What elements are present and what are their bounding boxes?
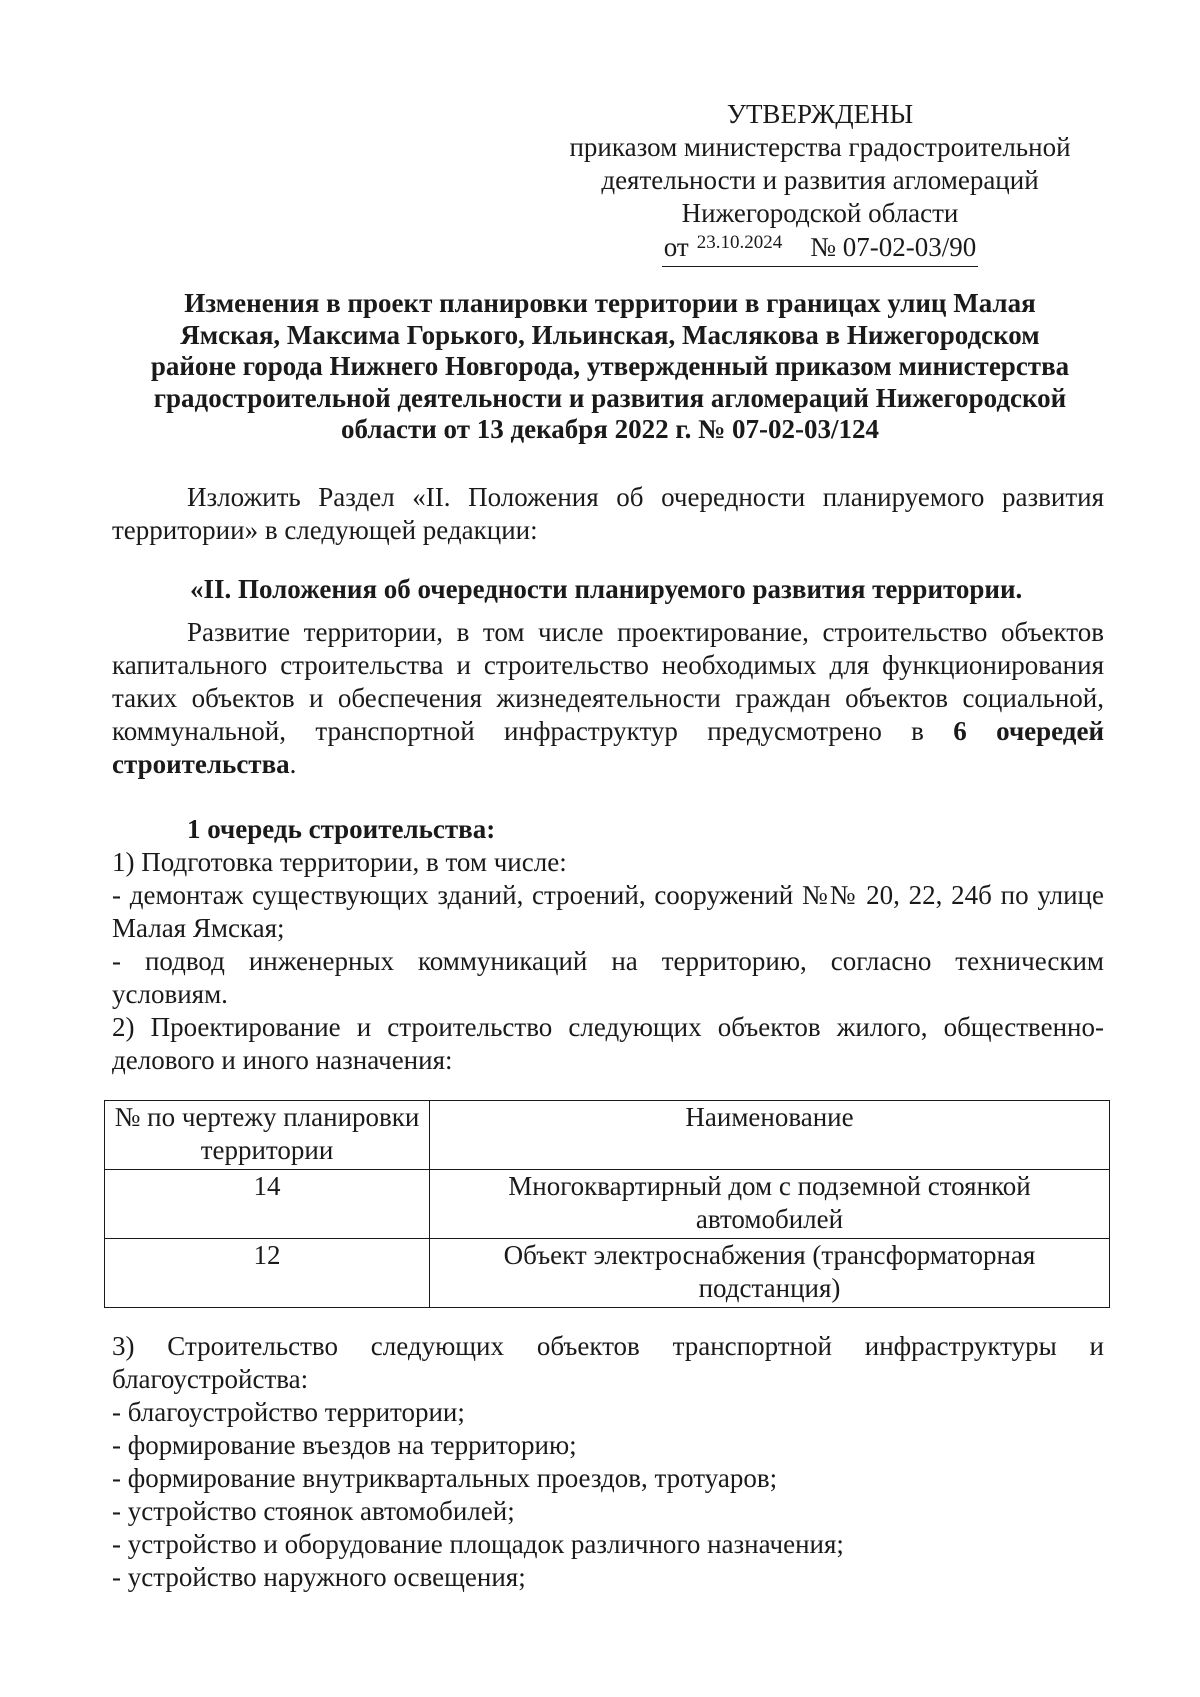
table-row bbox=[105, 1170, 1110, 1239]
development-text bbox=[112, 616, 1104, 781]
intro-text: Изложить Раздел «II. Положения об очередности планируемого развития территории» в следующей редакции: bbox=[112, 482, 1104, 545]
intro-paragraph bbox=[112, 481, 1104, 547]
table-cell-name: Объект электроснабжения (трансформаторная подстанция) bbox=[430, 1239, 1110, 1308]
approval-line-1: приказом министерства градостроительной bbox=[569, 132, 1071, 162]
development-paragraph bbox=[112, 616, 1104, 781]
table-cell-number: 12 bbox=[105, 1239, 430, 1308]
order-reference bbox=[662, 232, 978, 267]
table-header-number: № по чертежу планировки территории bbox=[105, 1101, 430, 1170]
table-cell-name: Многоквартирный дом с подземной стоянкой автомобилей bbox=[430, 1170, 1110, 1239]
approval-line-3: Нижегородской области bbox=[681, 198, 959, 228]
stage-1-item-2: 2) Проектирование и строительство следующих объектов жилого, общественно-делового и иного назначения: bbox=[112, 1012, 1104, 1075]
approval-line-2: деятельности и развития агломераций bbox=[601, 165, 1039, 195]
section-heading: «II. Положения об очередности планируемого развития территории. bbox=[190, 574, 1023, 604]
title-line: градостроительной деятельности и развития агломераций Нижегородской bbox=[153, 382, 1067, 413]
order-from-label: от bbox=[663, 232, 689, 262]
approval-block bbox=[520, 98, 1120, 267]
title-line: Ямская, Максима Горького, Ильинская, Маслякова в Нижегородском bbox=[180, 319, 1040, 350]
objects-table bbox=[104, 1100, 1110, 1308]
table-row bbox=[105, 1239, 1110, 1308]
title-line: районе города Нижнего Новгорода, утвержденный приказом министерства bbox=[150, 351, 1070, 381]
list-item: - устройство и оборудование площадок различного назначения; bbox=[112, 1529, 844, 1559]
approval-heading: УТВЕРЖДЕНЫ bbox=[726, 99, 914, 129]
stage-1-item-1-dash-1: - демонтаж существующих зданий, строений, сооружений №№ 20, 22, 24б по улице Малая Ямская; bbox=[112, 880, 1104, 943]
item-3-block bbox=[112, 1330, 1104, 1594]
development-body: Развитие территории, в том числе проектирование, строительство объектов капитального строительства и строительство необходимых для функционирования таких объектов и обеспечения жизнедеятельности граждан объектов социальной, коммунальной, транспортной инфраструктур предусмотрено в bbox=[112, 617, 1104, 746]
table-cell-number: 14 bbox=[105, 1170, 430, 1239]
order-date: 23.10.2024 bbox=[696, 232, 783, 253]
document-title bbox=[110, 288, 1110, 446]
stage-1-items bbox=[112, 846, 1104, 1077]
table-header-name: Наименование bbox=[430, 1101, 1110, 1170]
item-3-text: 3) Строительство следующих объектов транспортной инфраструктуры и благоустройства: bbox=[112, 1331, 1104, 1394]
list-item: - устройство наружного освещения; bbox=[112, 1562, 526, 1592]
order-number: № 07-02-03/90 bbox=[810, 232, 977, 262]
list-item: - устройство стоянок автомобилей; bbox=[112, 1496, 515, 1526]
stage-1-item-1: 1) Подготовка территории, в том числе: bbox=[112, 847, 567, 877]
list-item: - формирование въездов на территорию; bbox=[112, 1430, 577, 1460]
development-end: . bbox=[289, 749, 297, 779]
stage-1-item-1-dash-2: - подвод инженерных коммуникаций на территорию, согласно техническим условиям. bbox=[112, 946, 1104, 1009]
title-line: Изменения в проект планировки территории в границах улиц Малая bbox=[184, 288, 1036, 318]
stages-count: 6 очередей строительства bbox=[112, 716, 1105, 779]
title-line: области от 13 декабря 2022 г. № 07-02-03/124 bbox=[341, 414, 879, 444]
stage-1-heading: 1 очередь строительства: bbox=[187, 814, 496, 844]
table-header-row bbox=[105, 1101, 1110, 1170]
list-item: - благоустройство территории; bbox=[112, 1397, 465, 1427]
list-item: - формирование внутриквартальных проездов, тротуаров; bbox=[112, 1463, 778, 1493]
